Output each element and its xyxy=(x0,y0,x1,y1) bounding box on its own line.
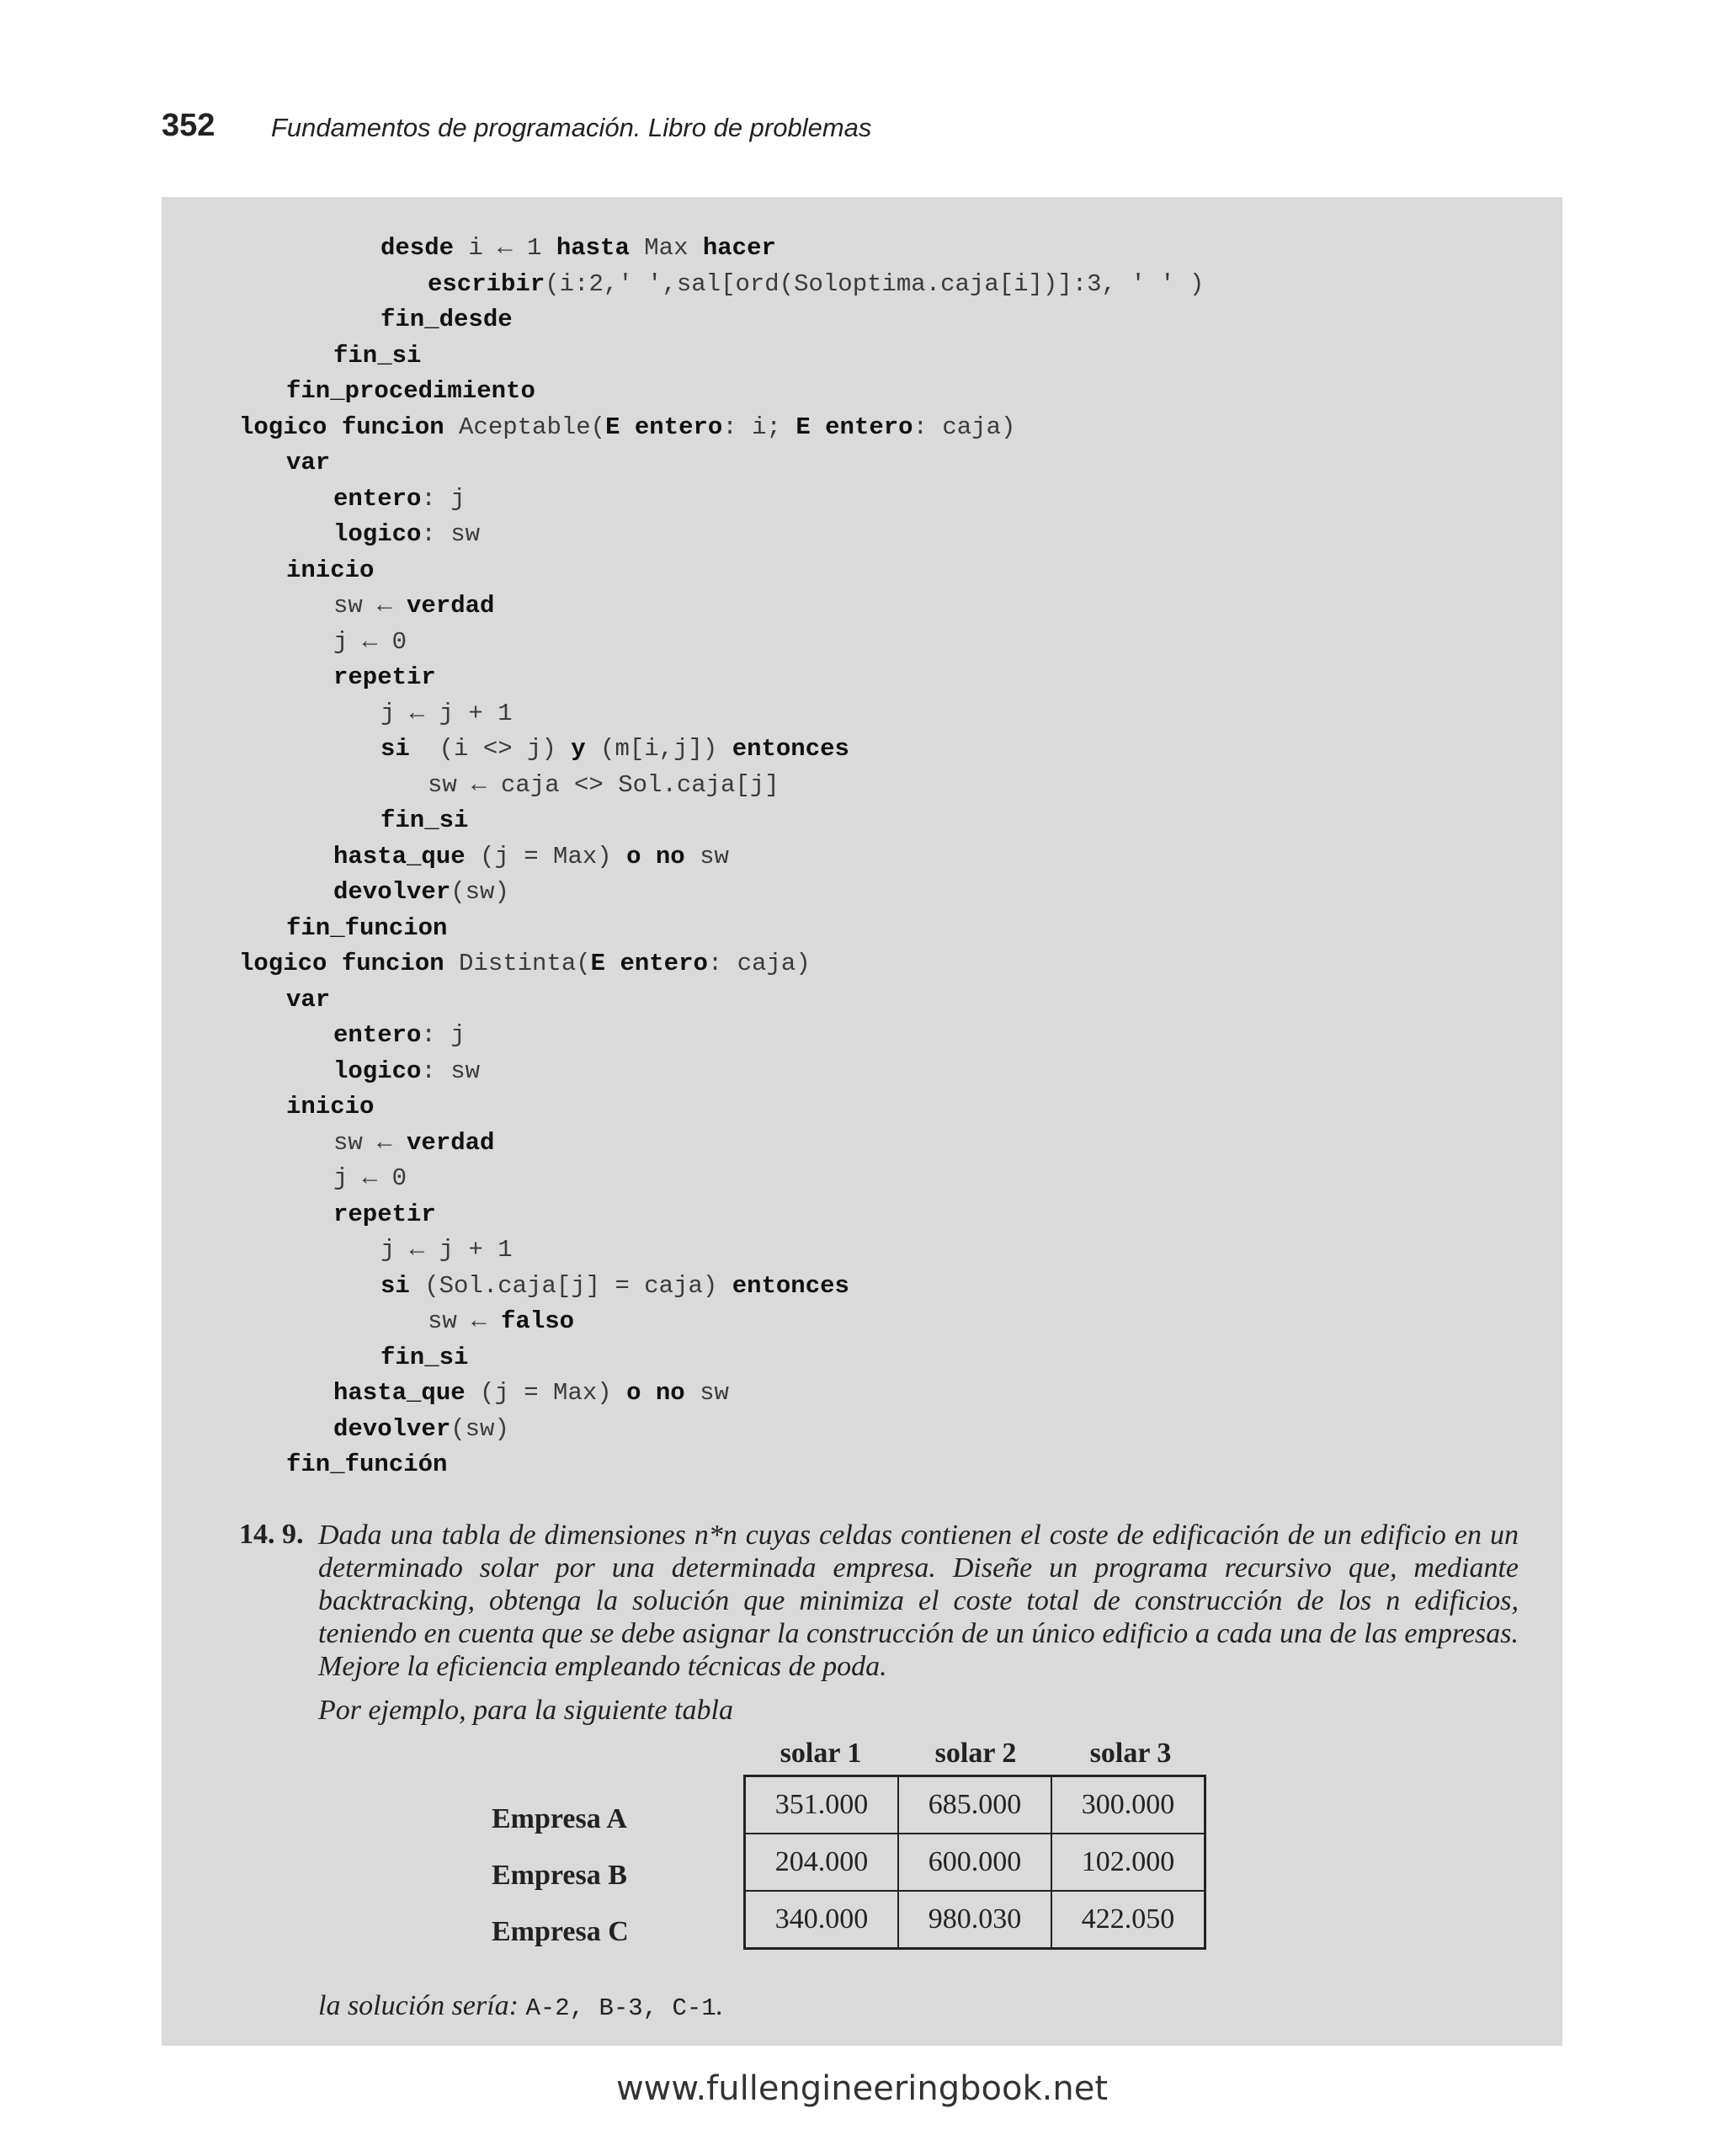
code-keyword: E entero xyxy=(605,413,723,441)
code-text: Distinta( xyxy=(444,950,591,977)
code-text: sw xyxy=(684,1379,729,1407)
code-keyword: hasta_que xyxy=(333,1379,466,1407)
code-line xyxy=(239,911,1204,947)
table-cell: 685.000 xyxy=(898,1776,1051,1834)
code-keyword: logico funcion xyxy=(239,413,444,441)
code-line xyxy=(239,517,1204,553)
code-keyword: hasta_que xyxy=(333,842,466,870)
code-text: sw ← xyxy=(333,592,407,620)
code-text: Max xyxy=(629,234,703,262)
row-header: Empresa A xyxy=(492,1803,627,1834)
code-line xyxy=(239,482,1204,518)
code-text: (Sol.caja[j] = caja) xyxy=(409,1271,732,1300)
code-text: j ← j + 1 xyxy=(380,699,513,727)
code-keyword: si xyxy=(380,735,410,763)
table-cell: 340.000 xyxy=(745,1891,899,1949)
code-keyword: hasta xyxy=(556,234,630,262)
code-text: : caja) xyxy=(707,950,811,977)
code-text: : j xyxy=(421,1021,466,1049)
code-text: sw xyxy=(684,842,729,870)
code-keyword: repetir xyxy=(333,1200,436,1228)
code-keyword: fin_procedimiento xyxy=(286,377,535,405)
code-text: : sw xyxy=(421,1057,481,1085)
code-text: j ← j + 1 xyxy=(380,1236,513,1264)
code-keyword: logico xyxy=(333,1057,422,1085)
code-line xyxy=(239,875,1204,911)
solution-prefix: la solución sería: xyxy=(318,1990,519,2021)
table-cell: 351.000 xyxy=(745,1776,899,1834)
table-row xyxy=(745,1776,1205,1834)
code-line xyxy=(239,1269,1204,1305)
code-line xyxy=(239,1089,1204,1126)
code-keyword: fin_funcion xyxy=(286,913,448,942)
code-keyword: fin_si xyxy=(333,341,422,370)
column-header: solar 1 xyxy=(780,1738,862,1769)
column-header: solar 3 xyxy=(1089,1738,1172,1769)
column-header: solar 2 xyxy=(934,1738,1017,1769)
code-line xyxy=(239,302,1204,338)
code-line xyxy=(239,553,1204,589)
code-text: (i <> j) xyxy=(409,735,572,763)
table-cell: 204.000 xyxy=(745,1834,899,1891)
code-line xyxy=(239,231,1204,267)
code-keyword: o no xyxy=(626,842,685,870)
problem-number: 14. 9. xyxy=(239,1519,304,1550)
table-cell: 300.000 xyxy=(1051,1776,1205,1834)
code-keyword: entonces xyxy=(732,1271,849,1300)
code-text: : caja) xyxy=(913,413,1016,441)
code-text: (sw) xyxy=(450,878,509,906)
code-text: : j xyxy=(421,484,466,513)
code-line xyxy=(239,1126,1204,1162)
code-text: sw ← xyxy=(428,1307,502,1335)
content-panel xyxy=(162,197,1562,2046)
code-keyword: verdad xyxy=(407,592,495,620)
code-line xyxy=(239,982,1204,1019)
code-text: : sw xyxy=(421,520,481,548)
code-line xyxy=(239,839,1204,876)
code-line xyxy=(239,410,1204,446)
footer-url: www.fullengineeringbook.net xyxy=(615,2069,1109,2108)
code-keyword: repetir xyxy=(333,663,436,691)
code-keyword: entonces xyxy=(732,735,849,763)
code-text: sw ← xyxy=(333,1128,407,1157)
code-keyword: fin_si xyxy=(380,1343,469,1371)
pseudocode-block xyxy=(239,231,1204,1483)
code-line xyxy=(239,1304,1204,1340)
solution-line xyxy=(318,1990,723,2022)
code-keyword: si xyxy=(380,1271,410,1300)
solution-answer: A-2, B-3, C-1 xyxy=(525,1994,716,2022)
running-title: Fundamentos de programación. Libro de problemas xyxy=(271,113,872,142)
code-line xyxy=(239,1197,1204,1233)
code-line xyxy=(239,267,1204,303)
code-keyword: entero xyxy=(333,1021,422,1049)
solution-suffix: . xyxy=(716,1990,724,2021)
code-line xyxy=(239,660,1204,696)
code-line xyxy=(239,588,1204,625)
code-keyword: fin_si xyxy=(380,807,469,834)
code-keyword: E entero xyxy=(795,413,913,441)
code-keyword: var xyxy=(286,985,331,1014)
code-line xyxy=(239,696,1204,732)
code-line xyxy=(239,625,1204,661)
code-keyword: desde xyxy=(380,234,455,262)
code-keyword: devolver xyxy=(333,878,451,906)
code-line xyxy=(239,338,1204,375)
code-line xyxy=(239,732,1204,768)
code-line xyxy=(239,1054,1204,1090)
row-header: Empresa C xyxy=(492,1916,629,1947)
code-text: (j = Max) xyxy=(465,842,627,870)
code-text: i ← 1 xyxy=(454,234,556,262)
table-cell: 980.030 xyxy=(898,1891,1051,1949)
code-keyword: inicio xyxy=(286,1093,375,1121)
code-keyword: y xyxy=(571,735,586,763)
table-cell: 422.050 xyxy=(1051,1891,1205,1949)
problem-statement xyxy=(239,1519,1519,1727)
table-row xyxy=(745,1891,1205,1949)
code-keyword: devolver xyxy=(333,1414,451,1443)
code-line xyxy=(239,445,1204,482)
problem-text: Dada una tabla de dimensiones n*n cuyas celdas contienen el coste de edificación de un edificio en un determinado solar por una determinada empresa. Diseñe un programa recursivo que, mediante backtracking, obtenga la solución que minimiza el coste total de construcción de los n edificios, teniendo en cuenta que se debe asignar la construcción de un único edificio a cada una de las empresas. Mejore la eficiencia empleando técnicas de poda. xyxy=(318,1520,1519,1682)
code-line xyxy=(239,1340,1204,1376)
code-text: Aceptable( xyxy=(444,413,606,441)
code-line xyxy=(239,946,1204,982)
table-cell: 600.000 xyxy=(898,1834,1051,1891)
code-keyword: fin_desde xyxy=(380,306,513,333)
code-line xyxy=(239,768,1204,804)
code-text: (j = Max) xyxy=(465,1379,627,1407)
code-line xyxy=(239,803,1204,839)
code-keyword: escribir xyxy=(428,269,545,298)
code-line xyxy=(239,1161,1204,1197)
code-line xyxy=(239,1412,1204,1448)
row-header: Empresa B xyxy=(492,1860,627,1891)
code-keyword: logico funcion xyxy=(239,950,444,977)
code-keyword: fin_función xyxy=(286,1451,448,1478)
code-line xyxy=(239,374,1204,410)
code-keyword: E entero xyxy=(590,950,708,977)
code-line xyxy=(239,1376,1204,1412)
code-keyword: falso xyxy=(501,1307,575,1335)
code-text: : i; xyxy=(722,413,796,441)
table-row xyxy=(745,1834,1205,1891)
page-number: 352 xyxy=(162,108,216,143)
code-text: (m[i,j]) xyxy=(585,735,732,763)
code-keyword: var xyxy=(286,449,331,476)
code-keyword: o no xyxy=(626,1379,685,1407)
code-line xyxy=(239,1232,1204,1269)
code-text: (sw) xyxy=(450,1414,509,1443)
code-line xyxy=(239,1018,1204,1054)
code-keyword: verdad xyxy=(407,1128,495,1157)
code-keyword: hacer xyxy=(702,234,776,262)
cost-table xyxy=(743,1775,1206,1950)
example-intro: Por ejemplo, para la siguiente tabla xyxy=(318,1695,733,1726)
code-text: j ← 0 xyxy=(333,1164,407,1192)
code-line xyxy=(239,1447,1204,1483)
code-keyword: logico xyxy=(333,520,422,548)
code-text: j ← 0 xyxy=(333,627,407,656)
code-keyword: entero xyxy=(333,484,422,513)
code-text: (i:2,' ',sal[ord(Soloptima.caja[i])]:3, ' ' ) xyxy=(545,269,1205,298)
code-keyword: inicio xyxy=(286,556,375,584)
table-cell: 102.000 xyxy=(1051,1834,1205,1891)
code-text: sw ← caja <> Sol.caja[j] xyxy=(428,770,780,799)
